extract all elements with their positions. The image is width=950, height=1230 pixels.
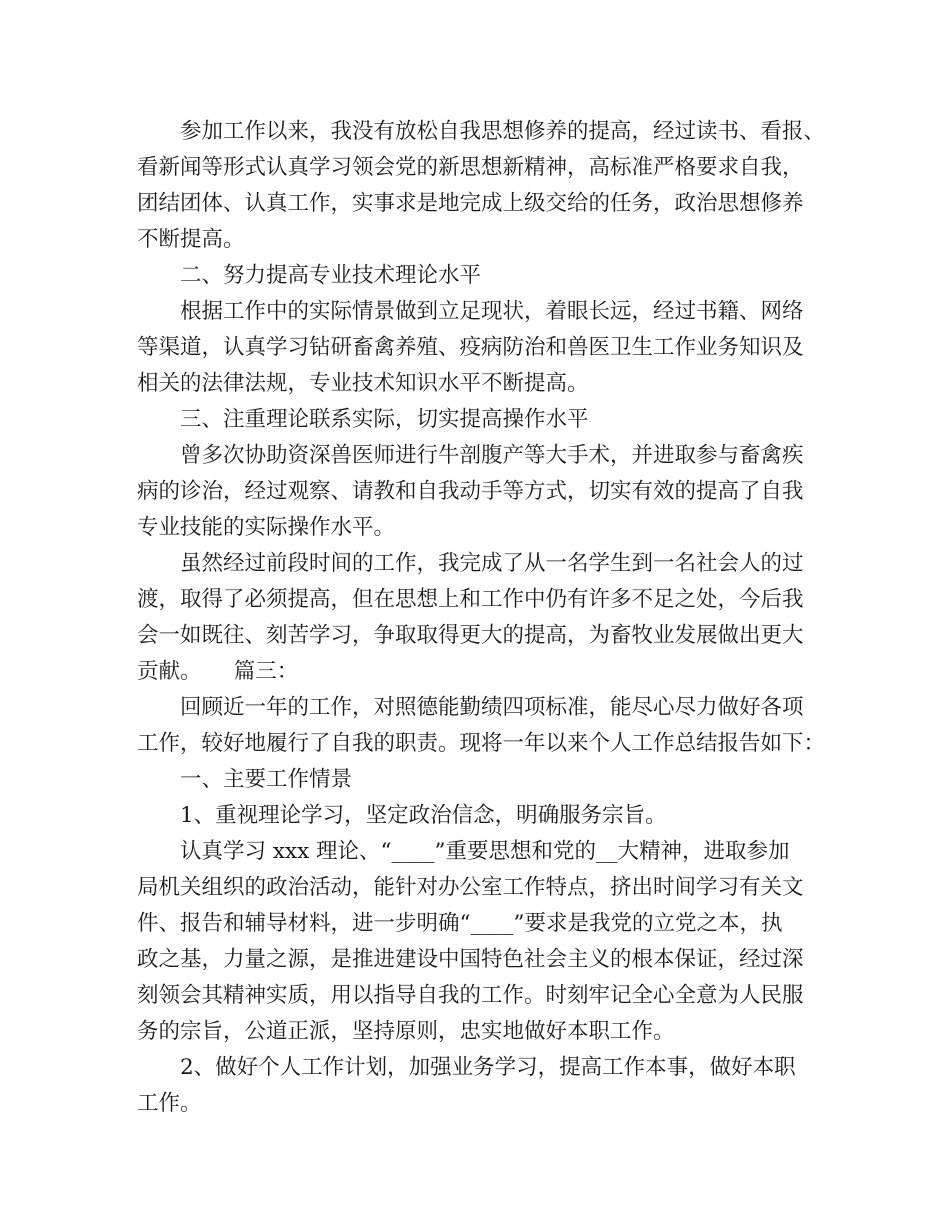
text-line: 工作，较好地履行了自我的职责。现将一年以来个人工作总结报告如下： — [137, 731, 826, 756]
heading-line: 1、重视理论学习，坚定政治信念，明确服务宗旨。 — [180, 803, 667, 828]
document-body — [137, 114, 827, 1122]
text-line: 参加工作以来，我没有放松自我思想修养的提高，经过读书、看报、 — [180, 119, 826, 144]
text-line: 贡献。 篇三： — [137, 659, 299, 684]
text-line: 等渠道，认真学习钻研畜禽养殖、疫病防治和兽医卫生工作业务知识及 — [137, 335, 804, 360]
text-line: 刻领会其精神实质，用以指导自我的工作。时刻牢记全心全意为人民服 — [137, 983, 804, 1008]
text-line: 根据工作中的实际情景做到立足现状，着眼长远，经过书籍、网络 — [180, 299, 804, 324]
section-heading-3 — [137, 402, 827, 438]
paragraph-work-plan — [137, 1050, 827, 1122]
text-line: 局机关组织的政治活动，能针对办公室工作特点，挤出时间学习有关文 — [137, 875, 804, 900]
paragraph-study-details — [137, 834, 827, 1050]
paragraph-technical-theory — [137, 294, 827, 402]
text-line: 相关的法律法规，专业技术知识水平不断提高。 — [137, 371, 589, 396]
text-line: 会一如既往、刻苦学习，争取取得更大的提高，为畜牧业发展做出更大 — [137, 623, 804, 648]
text-line: 看新闻等形式认真学习领会党的新思想新精神，高标准严格要求自我， — [137, 155, 804, 180]
text-line: 工作。 — [137, 1091, 202, 1116]
text-line: 专业技能的实际操作水平。 — [137, 515, 396, 540]
text-line: 件、报告和辅导材料，进一步明确“____”要求是我党的立党之本，执 — [137, 911, 783, 936]
heading-line: 一、主要工作情景 — [180, 767, 353, 792]
text-line: 不断提高。 — [137, 227, 245, 252]
text-line: 病的诊治，经过观察、请教和自我动手等方式，切实有效的提高了自我 — [137, 479, 804, 504]
text-line: 务的宗旨，公道正派，坚持原则，忠实地做好本职工作。 — [137, 1019, 675, 1044]
text-line: 虽然经过前段时间的工作，我完成了从一名学生到一名社会人的过 — [180, 551, 804, 576]
section-heading-main-work — [137, 762, 827, 798]
section-heading-2 — [137, 258, 827, 294]
heading-line: 三、注重理论联系实际，切实提高操作水平 — [180, 407, 589, 432]
paragraph-conclusion — [137, 546, 827, 690]
text-line: 曾多次协助资深兽医师进行牛剖腹产等大手术，并进取参与畜禽疾 — [180, 443, 804, 468]
paragraph-self-cultivation — [137, 114, 827, 258]
subheading-theory-study — [137, 798, 827, 834]
text-line: 渡，取得了必须提高，但在思想上和工作中仍有许多不足之处，今后我 — [137, 587, 804, 612]
text-line: 回顾近一年的工作，对照德能勤绩四项标准，能尽心尽力做好各项 — [180, 695, 804, 720]
paragraph-review — [137, 690, 827, 762]
text-line: 团结团体、认真工作，实事求是地完成上级交给的任务，政治思想修养 — [137, 191, 804, 216]
text-line: 政之基，力量之源，是推进建设中国特色社会主义的根本保证，经过深 — [137, 947, 804, 972]
text-line: 2、做好个人工作计划，加强业务学习，提高工作本事，做好本职 — [180, 1055, 796, 1080]
text-line: 认真学习 xxx 理论、“____”重要思想和党的__大精神，进取参加 — [180, 839, 790, 864]
paragraph-practice — [137, 438, 827, 546]
heading-line: 二、努力提高专业技术理论水平 — [180, 263, 482, 288]
